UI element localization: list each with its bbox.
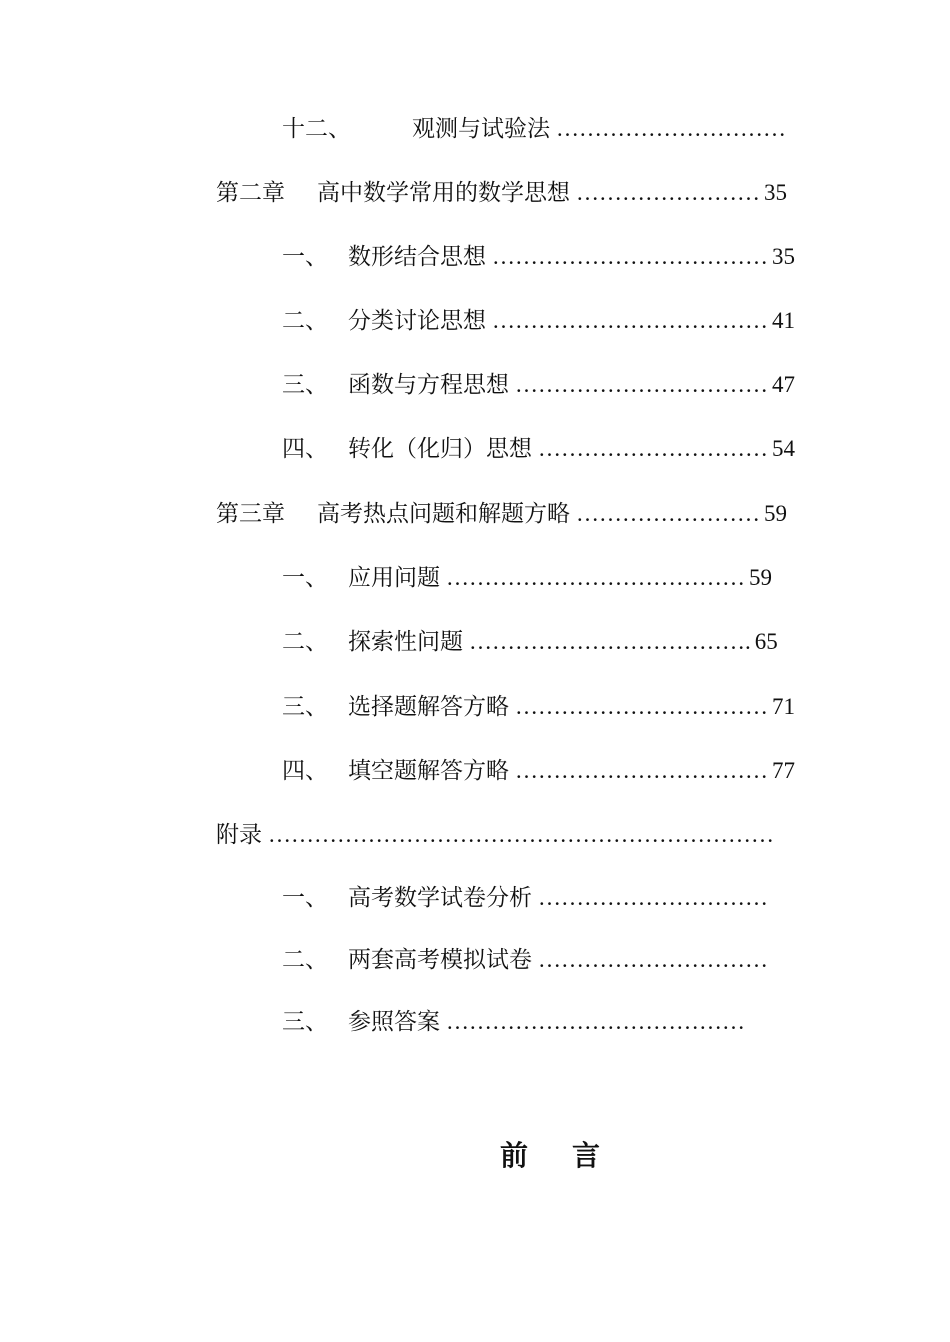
toc-section-number: 四、 — [282, 436, 328, 462]
toc-entry[interactable] — [282, 881, 768, 915]
toc-dot-leader: …………………………… — [515, 758, 768, 783]
preface-heading-char: 前 — [500, 1139, 529, 1172]
toc-dot-leader: ………………………………… — [446, 565, 745, 590]
toc-dot-leader: ………………………… — [538, 436, 768, 461]
preface-heading — [500, 1134, 600, 1174]
toc-entry[interactable] — [282, 1005, 745, 1039]
toc-dot-leader: …………………… — [576, 180, 760, 205]
toc-section-number: 二、 — [282, 629, 328, 655]
toc-entry[interactable] — [282, 112, 790, 146]
toc-dot-leader: ……………………………… — [492, 244, 768, 269]
toc-page-number: 77 — [772, 758, 795, 783]
toc-page-number: 59 — [749, 565, 772, 590]
toc-entry-title: 分类讨论思想 — [348, 308, 486, 334]
toc-entry[interactable] — [282, 690, 795, 724]
toc-entry-title: 附录 — [216, 822, 262, 848]
toc-section-number: 十二、 — [282, 116, 351, 142]
toc-chapter-entry[interactable] — [216, 176, 787, 210]
toc-section-number: 一、 — [282, 885, 328, 911]
toc-page-number: 35 — [772, 244, 795, 269]
toc-chapter-number: 第二章 — [216, 180, 285, 206]
toc-entry[interactable] — [282, 304, 795, 338]
toc-page-number: 47 — [772, 372, 795, 397]
toc-dot-leader: ………………………………………………………… — [268, 822, 774, 847]
toc-entry[interactable] — [282, 754, 795, 788]
toc-entry[interactable] — [282, 561, 772, 595]
toc-dot-leader: …………………………… — [515, 694, 768, 719]
toc-section-number: 二、 — [282, 947, 328, 973]
toc-chapter-number: 第三章 — [216, 501, 285, 527]
toc-page-number: 71 — [772, 694, 795, 719]
toc-entry[interactable] — [282, 368, 795, 402]
toc-dot-leader: ………………………… — [538, 885, 768, 910]
toc-page-number: 41 — [772, 308, 795, 333]
toc-page-number: 65 — [754, 629, 778, 654]
toc-section-number: 四、 — [282, 758, 328, 784]
toc-entry-title: 高考热点问题和解题方略 — [317, 501, 570, 527]
toc-entry[interactable] — [282, 240, 795, 274]
toc-page-number: 35 — [764, 180, 787, 205]
toc-page-number: 54 — [772, 436, 795, 461]
toc-entry-title: 观测与试验法 — [412, 116, 550, 142]
toc-entry-title: 数形结合思想 — [348, 244, 486, 270]
toc-section-number: 一、 — [282, 565, 328, 591]
toc-entry-title: 应用问题 — [348, 565, 440, 591]
toc-entry-title: 填空题解答方略 — [348, 758, 509, 784]
toc-chapter-entry[interactable] — [216, 497, 787, 531]
toc-section-number: 二、 — [282, 308, 328, 334]
toc-page-number: 59 — [764, 501, 787, 526]
toc-appendix-entry[interactable] — [216, 818, 774, 852]
toc-section-number: 三、 — [282, 372, 328, 398]
preface-heading-char: 言 — [572, 1139, 601, 1172]
toc-dot-leader: …………………………… — [515, 372, 768, 397]
toc-entry-title: 两套高考模拟试卷 — [348, 947, 532, 973]
toc-entry[interactable] — [282, 432, 795, 466]
toc-entry-title: 选择题解答方略 — [348, 694, 509, 720]
toc-dot-leader: ………………………………… — [446, 1009, 745, 1034]
toc-dot-leader: …………………… — [576, 501, 760, 526]
toc-entry-title: 探索性问题 — [348, 629, 463, 655]
toc-entry-title: 参照答案 — [348, 1009, 440, 1035]
toc-entry[interactable] — [282, 943, 768, 977]
toc-section-number: 三、 — [282, 694, 328, 720]
toc-dot-leader: ………………………… — [538, 947, 768, 972]
toc-entry-title: 转化（化归）思想 — [348, 436, 532, 462]
toc-section-number: 一、 — [282, 244, 328, 270]
toc-section-number: 三、 — [282, 1009, 328, 1035]
toc-entry[interactable] — [282, 625, 778, 659]
toc-entry-title: 高中数学常用的数学思想 — [317, 180, 570, 206]
toc-entry-title: 函数与方程思想 — [348, 372, 509, 398]
toc-dot-leader: ………………………… — [556, 116, 786, 141]
toc-entry-title: 高考数学试卷分析 — [348, 885, 532, 911]
toc-dot-leader: ……………………………… — [492, 308, 768, 333]
toc-dot-leader: ………………………………. — [469, 629, 751, 654]
